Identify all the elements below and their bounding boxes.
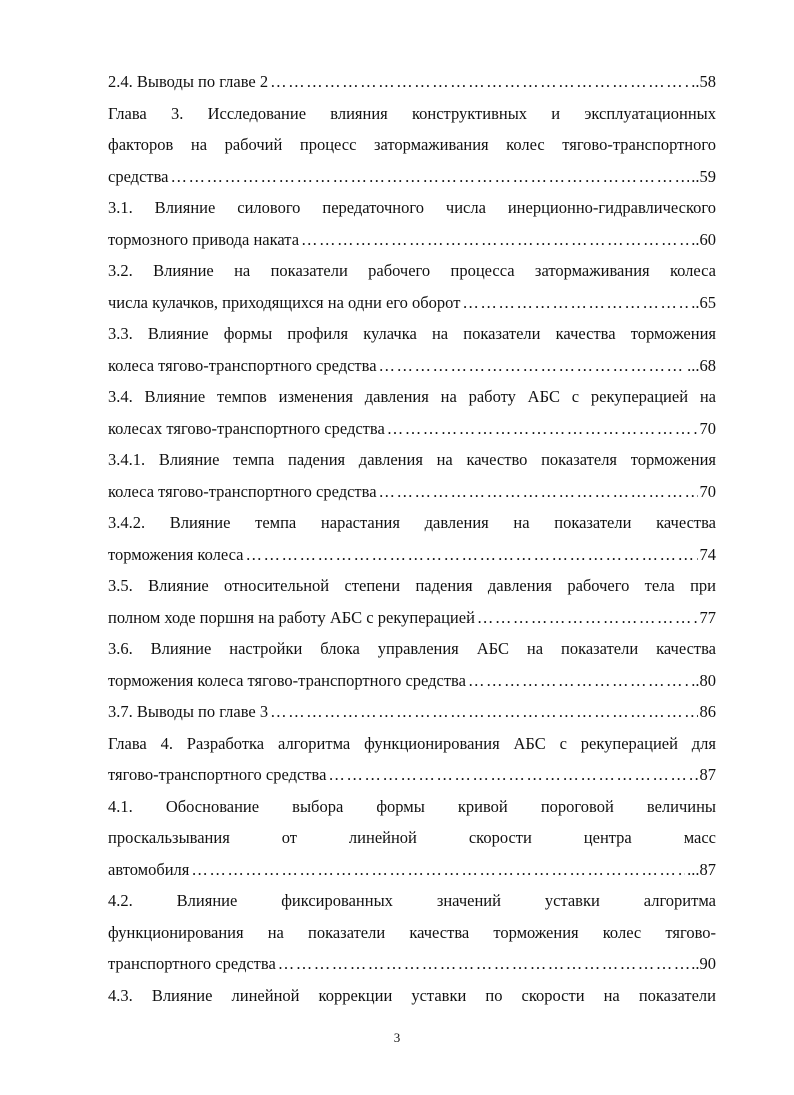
toc-text: 4.2. Влияние фиксированных значений уставки алгоритма bbox=[108, 891, 716, 910]
toc-entry-3-2 bbox=[108, 255, 716, 318]
toc-leader bbox=[245, 539, 697, 571]
toc-page: 74 bbox=[699, 544, 716, 564]
toc-text: проскальзывания от линейной скорости центра масс bbox=[108, 828, 716, 847]
toc-page: ..60 bbox=[691, 229, 716, 249]
toc-text: 3.5. Влияние относительной степени падения давления рабочего тела при bbox=[108, 576, 716, 595]
toc-entry-3-3 bbox=[108, 318, 716, 381]
toc-leader bbox=[278, 948, 689, 980]
toc-text: 3.4.2. Влияние темпа нарастания давления на показатели качества bbox=[108, 513, 716, 532]
toc-page: 86 bbox=[699, 702, 716, 721]
toc-leader bbox=[270, 696, 697, 728]
toc-entry-4-3 bbox=[108, 980, 716, 1012]
toc-text: факторов на рабочий процесс затормаживания колес тягово-транспортного bbox=[108, 135, 716, 154]
toc-entry-4-2 bbox=[108, 885, 716, 980]
toc-page: 87 bbox=[699, 765, 716, 784]
toc-entry-3-5 bbox=[108, 570, 716, 633]
toc-text: колеса тягово-транспортного средства bbox=[108, 481, 377, 501]
toc-text: 3.7. Выводы по главе 3 bbox=[108, 702, 269, 721]
toc-text: средства bbox=[108, 166, 169, 186]
toc-entry-3-7 bbox=[108, 696, 716, 728]
toc-text: тормозного привода наката bbox=[108, 229, 300, 249]
toc-page: 70 bbox=[699, 418, 716, 438]
toc-leader bbox=[477, 602, 698, 634]
toc-text: 3.3. Влияние формы профиля кулачка на показатели качества торможения bbox=[108, 324, 716, 343]
toc-entry-chapter-4 bbox=[108, 728, 716, 791]
toc-text: 4.3. Влияние линейной коррекции уставки по скорости на показатели bbox=[108, 985, 716, 1005]
toc-entry-3-4-1 bbox=[108, 444, 716, 507]
toc-page: ..59 bbox=[691, 166, 716, 186]
toc-leader bbox=[328, 759, 697, 791]
toc-entry-chapter-3 bbox=[108, 98, 716, 193]
toc-page: ...87 bbox=[687, 859, 716, 879]
toc-text: тягово-транспортного средства bbox=[108, 765, 327, 784]
toc-text: функционирования на показатели качества торможения колес тягово- bbox=[108, 922, 716, 942]
toc-leader bbox=[191, 854, 685, 886]
table-of-contents bbox=[108, 66, 716, 1011]
toc-text: числа кулачков, приходящихся на одни его оборот bbox=[108, 292, 461, 312]
toc-leader bbox=[462, 287, 689, 319]
toc-text: транспортного средства bbox=[108, 954, 276, 973]
toc-entry-3-1 bbox=[108, 192, 716, 255]
toc-text: колеса тягово-транспортного средства bbox=[108, 355, 377, 375]
toc-page: ..90 bbox=[691, 954, 716, 973]
toc-leader bbox=[468, 665, 689, 697]
toc-leader bbox=[270, 66, 689, 98]
toc-entry-3-6 bbox=[108, 633, 716, 696]
toc-text: 3.4. Влияние темпов изменения давления на работу АБС с рекуперацией на bbox=[108, 387, 716, 406]
toc-leader bbox=[387, 413, 698, 445]
toc-text: Глава 3. Исследование влияния конструктивных и эксплуатационных bbox=[108, 103, 716, 123]
toc-leader bbox=[171, 161, 690, 193]
toc-text: 3.2. Влияние на показатели рабочего процесса затормаживания колеса bbox=[108, 261, 716, 280]
toc-text: 3.6. Влияние настройки блока управления АБС на показатели качества bbox=[108, 639, 716, 658]
toc-leader bbox=[379, 350, 686, 382]
toc-page: ..80 bbox=[691, 670, 716, 690]
toc-text: 2.4. Выводы по главе 2 bbox=[108, 72, 269, 91]
page-number: 3 bbox=[393, 1030, 401, 1045]
toc-text: 3.4.1. Влияние темпа падения давления на качество показателя торможения bbox=[108, 450, 716, 469]
toc-entry-4-1 bbox=[108, 791, 716, 886]
toc-leader bbox=[379, 476, 698, 508]
toc-text: Глава 4. Разработка алгоритма функционирования АБС с рекуперацией для bbox=[108, 733, 716, 753]
toc-text: 4.1. Обоснование выбора формы кривой пороговой величины bbox=[108, 796, 716, 816]
toc-entry-3-4-2 bbox=[108, 507, 716, 570]
toc-text: торможения колеса тягово-транспортного средства bbox=[108, 670, 466, 690]
toc-page: 77 bbox=[699, 607, 716, 627]
toc-text: колесах тягово-транспортного средства bbox=[108, 418, 385, 438]
toc-page: ..58 bbox=[691, 72, 716, 91]
toc-page: ...68 bbox=[687, 355, 716, 375]
toc-entry-3-4 bbox=[108, 381, 716, 444]
toc-text: полном ходе поршня на работу АБС с рекуперацией bbox=[108, 607, 475, 627]
toc-text: торможения колеса bbox=[108, 544, 244, 564]
toc-entry-2-4 bbox=[108, 66, 716, 98]
toc-page: ..65 bbox=[691, 292, 716, 312]
toc-text: 3.1. Влияние силового передаточного числа инерционно-гидравлического bbox=[108, 198, 716, 217]
toc-page: 70 bbox=[699, 481, 716, 501]
toc-leader bbox=[301, 224, 689, 256]
toc-text: автомобиля bbox=[108, 859, 190, 879]
